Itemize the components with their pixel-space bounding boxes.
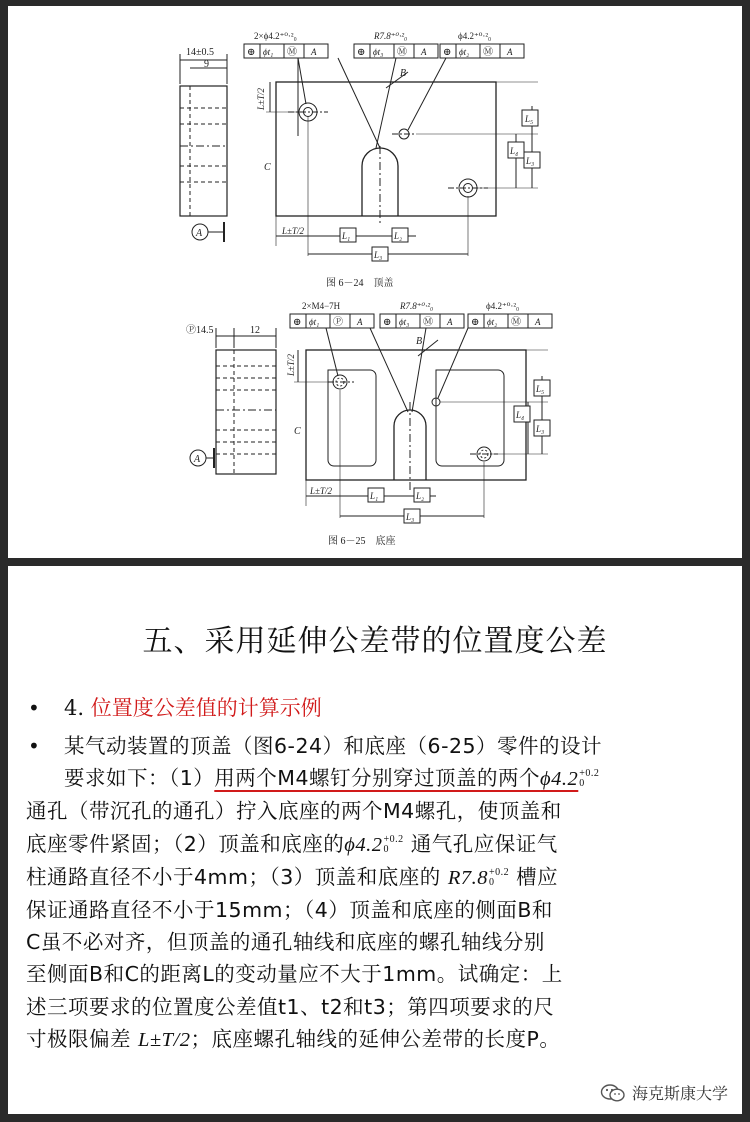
base-right-pocket xyxy=(436,370,504,466)
slide-title: 五、采用延伸公差带的位置度公差 xyxy=(142,624,608,659)
bullet-item-1 xyxy=(26,692,726,724)
para-text: 要求如下：（1） xyxy=(64,766,215,791)
datum-a-label: A xyxy=(196,228,203,239)
svg-text:⊕: ⊕ xyxy=(247,47,256,58)
svg-text:A: A xyxy=(421,47,427,57)
para-line: 某气动装置的顶盖（图6-24）和底座（6-25）零件的设计 xyxy=(64,734,603,758)
base-callout-slot: R7.8⁺⁰·²₀ xyxy=(400,301,434,311)
watermark-text: 海克斯康大学 xyxy=(631,1084,728,1103)
item-number: 4. xyxy=(64,696,85,720)
svg-text:Ⓟ: Ⓟ xyxy=(333,317,343,328)
para-line: 述三项要求的位置度公差值t1、t2和t3；第四项要求的尺 xyxy=(26,994,555,1019)
para-line: 底座零件紧固；（2）顶盖和底座的ϕ4.2 +0.2 0 通气孔应保证气 xyxy=(26,831,558,856)
svg-text:A: A xyxy=(447,317,453,327)
svg-text:⊕: ⊕ xyxy=(443,47,452,58)
base-callout-threads: 2×M4−7H xyxy=(302,301,341,311)
base-dim-l1: L₁ xyxy=(370,491,379,501)
caption-6-25: 图 6－25 底座 xyxy=(328,536,396,547)
base-callout-vent: ϕ4.2⁺⁰·²₀ xyxy=(486,301,520,311)
svg-text:L₃: L₃ xyxy=(536,424,545,434)
svg-text:ϕt₃: ϕt₃ xyxy=(373,47,384,57)
svg-text:L₃: L₃ xyxy=(526,156,535,166)
svg-text:A: A xyxy=(311,47,317,57)
callout-vent: ϕ4.2⁺⁰·²₀ xyxy=(458,31,492,41)
problem-paragraph xyxy=(26,730,726,1056)
para-line xyxy=(26,762,688,795)
svg-text:⊕: ⊕ xyxy=(357,47,366,58)
svg-text:A: A xyxy=(535,317,541,327)
bullet-list xyxy=(26,692,726,1056)
svg-text:ϕt₁: ϕt₁ xyxy=(309,317,320,327)
svg-text:ϕt₂: ϕt₂ xyxy=(487,317,498,327)
bullet-dot: • xyxy=(28,734,40,758)
base-fcf-slot xyxy=(380,301,464,328)
side-view-outline xyxy=(180,86,227,216)
base-dim-l-t-horizontal: L±T/2 xyxy=(310,486,332,496)
svg-text:⊕: ⊕ xyxy=(383,317,392,328)
dim-l3: L₃ xyxy=(374,250,383,260)
fcf-holes xyxy=(244,31,328,58)
svg-text:Ⓜ: Ⓜ xyxy=(423,317,433,328)
svg-text:ϕt₁: ϕt₁ xyxy=(263,47,274,57)
svg-text:ϕt₃: ϕt₃ xyxy=(399,317,410,327)
base-dim-l2: L₂ xyxy=(416,491,425,501)
dim-l4: L₄ xyxy=(510,146,519,156)
drawing-slide xyxy=(8,6,742,558)
wechat-icon xyxy=(600,1083,626,1103)
base-surface-b-label: B xyxy=(416,336,423,347)
surface-b-label: B xyxy=(400,68,407,79)
para-line: 至侧面B和C的距离L的变动量应不大于1mm。试确定：上 xyxy=(26,962,563,987)
base-dim-l4-right: L₄ xyxy=(516,410,525,420)
para-line: 保证通路直径不小于15mm；（4）顶盖和底座的侧面B和 xyxy=(26,898,553,923)
base-datum-a-label: A xyxy=(194,454,201,465)
svg-text:A: A xyxy=(357,317,363,327)
svg-text:A: A xyxy=(507,47,513,57)
base-dim-12: 12 xyxy=(250,325,260,336)
underlined-requirement: 用两个M4螺钉分别穿过顶盖的两个ϕ4.2 +0.2 0 xyxy=(214,766,600,791)
base-dim-l-t-vertical: L±T/2 xyxy=(286,354,296,376)
base-fcf-vent xyxy=(468,301,552,328)
svg-text:Ⓜ: Ⓜ xyxy=(397,47,407,58)
fcf-vent xyxy=(440,31,524,58)
dim-l2: L₂ xyxy=(394,231,403,241)
item-title: 位置度公差值的计算示例 xyxy=(90,696,322,720)
svg-text:ϕt₂: ϕt₂ xyxy=(459,47,470,57)
dim-l-t-horizontal: L±T/2 xyxy=(282,226,304,236)
bullet-dot: • xyxy=(28,696,40,720)
svg-text:Ⓜ: Ⓜ xyxy=(483,47,493,58)
dim-l5: L₅ xyxy=(525,114,534,124)
svg-text:⊕: ⊕ xyxy=(471,317,480,328)
svg-text:⊕: ⊕ xyxy=(293,317,302,328)
dim-width: 14±0.5 xyxy=(186,47,214,58)
bullet-item-2 xyxy=(26,730,726,1056)
base-left-pocket xyxy=(328,370,376,466)
para-line: 通孔（带沉孔的通孔）拧入底座的两个M4螺孔，使顶盖和 xyxy=(26,799,562,824)
base-surface-c-label: C xyxy=(294,426,301,437)
figure-6-25 xyxy=(186,301,552,547)
base-fcf-threads xyxy=(290,301,374,328)
base-dim-width: Ⓟ14.5 xyxy=(186,325,214,336)
base-dim-l5: L₅ xyxy=(536,384,545,394)
svg-text:Ⓜ: Ⓜ xyxy=(511,317,521,328)
fcf-slot xyxy=(354,31,438,58)
dim-l-t-vertical: L±T/2 xyxy=(256,88,266,110)
dim-l1: L₁ xyxy=(342,231,351,241)
base-side-view-outline xyxy=(216,350,276,474)
figure-6-24 xyxy=(180,31,540,289)
watermark xyxy=(600,1081,728,1104)
caption-6-24: 图 6－24 顶盖 xyxy=(326,278,394,289)
dim-9: 9 xyxy=(204,59,209,70)
surface-c-label: C xyxy=(264,162,271,173)
para-line: C虽不必对齐，但顶盖的通孔轴线和底座的螺孔轴线分别 xyxy=(26,930,545,955)
svg-text:Ⓜ: Ⓜ xyxy=(287,47,297,58)
callout-slot: R7.8⁺⁰·²₀ xyxy=(374,31,408,41)
text-slide xyxy=(8,566,742,1114)
para-line: 柱通路直径不小于4mm；（3）顶盖和底座的 R7.8 +0.2 0 槽应 xyxy=(26,864,559,889)
base-dim-l3: L₃ xyxy=(406,512,415,522)
technical-drawings xyxy=(8,6,742,558)
callout-holes: 2×ϕ4.2⁺⁰·²₀ xyxy=(254,31,297,41)
para-line: 寸极限偏差 L±T/2；底座螺孔轴线的延伸公差带的长度P。 xyxy=(26,1026,561,1051)
